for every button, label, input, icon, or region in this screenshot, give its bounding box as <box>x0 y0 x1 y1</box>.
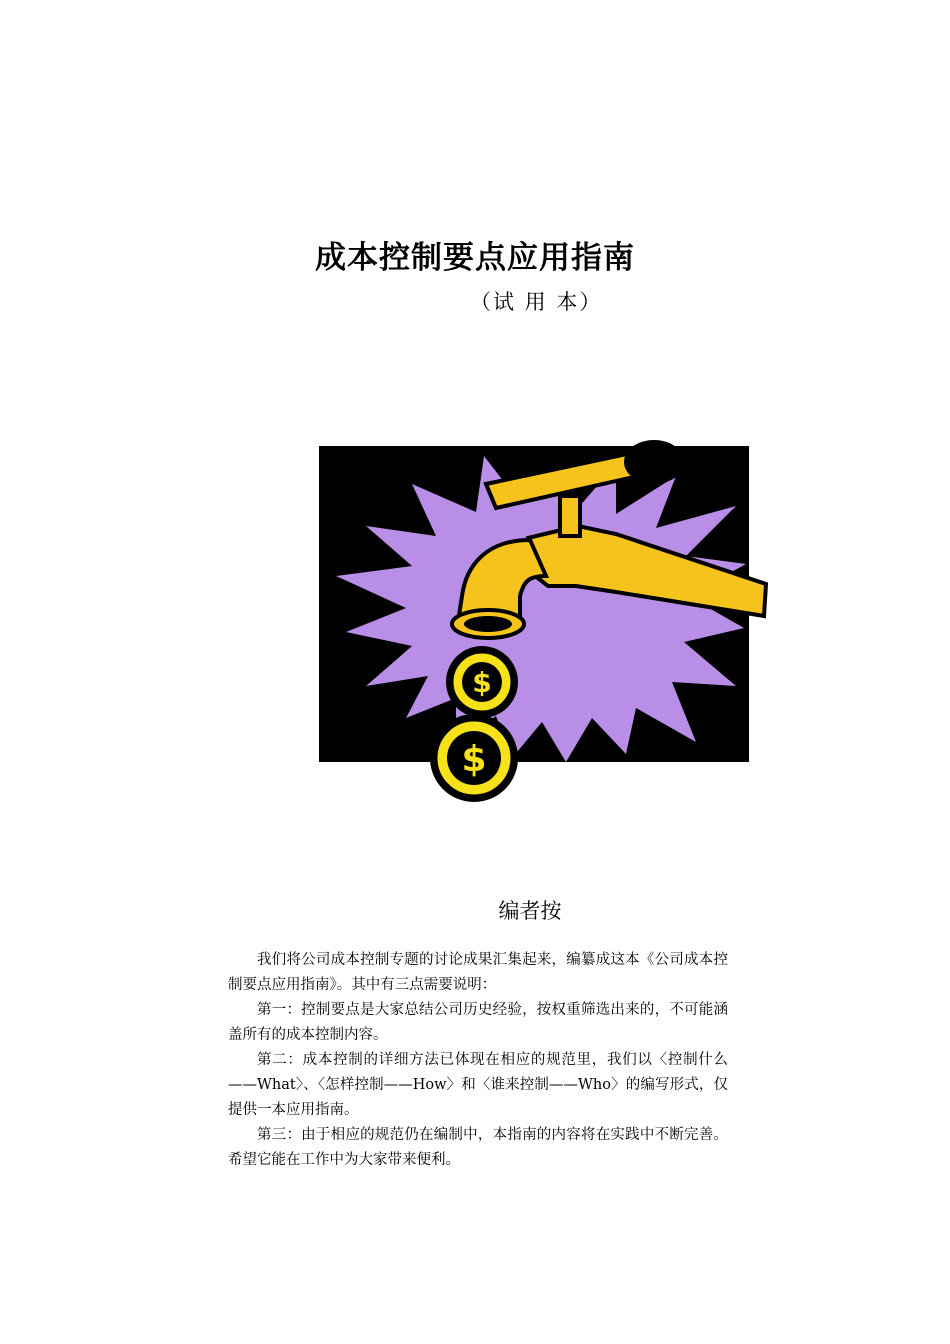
preface-body <box>228 948 728 1173</box>
svg-text:$: $ <box>461 739 487 780</box>
document-title: 成本控制要点应用指南 <box>315 240 635 276</box>
document-subtitle: （试 用 本） <box>470 290 603 314</box>
preface-paragraph: 第一：控制要点是大家总结公司历史经验，按权重筛选出来的，不可能涵盖所有的成本控制内容。 <box>228 1002 728 1043</box>
preface-paragraph: 我们将公司成本控制专题的讨论成果汇集起来，编纂成这本《公司成本控制要点应用指南》。其中有三点需要说明： <box>228 952 728 993</box>
faucet-dripping-coins-icon <box>316 436 772 802</box>
preface-heading: 编者按 <box>498 899 562 923</box>
preface-paragraph: 第二：成本控制的详细方法已体现在相应的规范里，我们以〈控制什么——What〉、〈怎样控制——How〉和〈谁来控制——Who〉的编写形式，仅提供一本应用指南。 <box>228 1052 728 1118</box>
svg-text:$: $ <box>472 666 492 699</box>
preface-paragraph: 第三：由于相应的规范仍在编制中，本指南的内容将在实践中不断完善。希望它能在工作中为大家带来便利。 <box>228 1127 728 1168</box>
